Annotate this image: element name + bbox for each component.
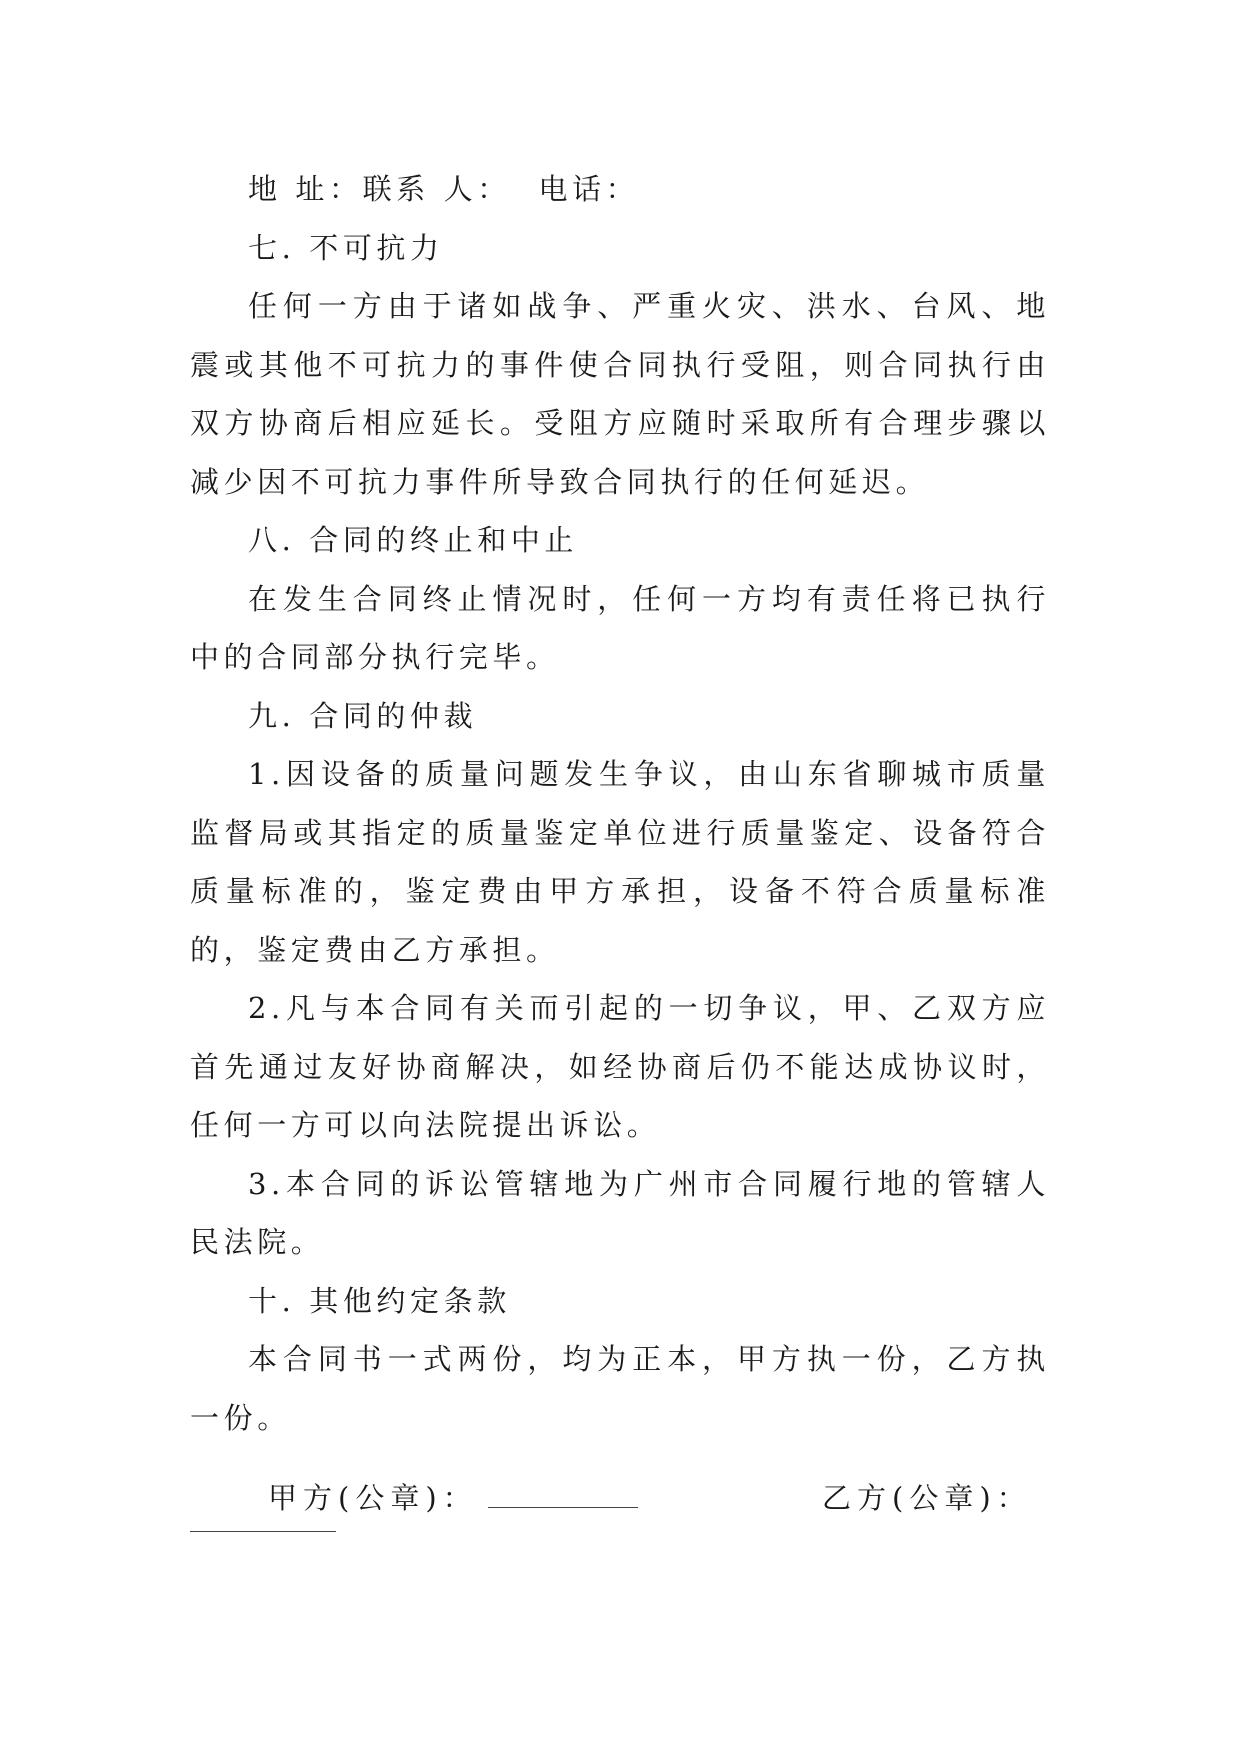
- section-heading-force-majeure: 七. 不可抗力: [248, 230, 444, 265]
- other-terms-paragraph: 本合同书一式两份，均为正本，甲方执一份，乙方执一份。: [190, 1342, 1050, 1435]
- contract-body: [190, 160, 1050, 1547]
- force-majeure-paragraph: 任何一方由于诸如战争、严重火灾、洪水、台风、地震或其他不可抗力的事件使合同执行受阻，则合同执行由双方协商后相应延长。受阻方应随时采取所有合理步骤以减少因不可抗力事件所导致合同执行的任何延迟。: [190, 289, 1050, 499]
- party-a-signature: [268, 1469, 638, 1528]
- arbitration-clause-1: 1.因设备的质量问题发生争议，由山东省聊城市质量监督局或其指定的质量鉴定单位进行质量鉴定、设备符合质量标准的，鉴定费由甲方承担，设备不符合质量标准的，鉴定费由乙方承担。: [190, 757, 1050, 967]
- party-a-label: 甲方(公章)：: [268, 1481, 478, 1515]
- signature-row: [190, 1447, 1050, 1547]
- party-b-signature-line: [190, 1531, 336, 1532]
- arbitration-clause-2: 2.凡与本合同有关而引起的一切争议，甲、乙双方应首先通过友好协商解决，如经协商后仍不能达成协议时，任何一方可以向法院提出诉讼。: [190, 991, 1050, 1142]
- party-a-signature-line: [488, 1481, 638, 1508]
- arbitration-clause-3: 3.本合同的诉讼管辖地为广州市合同履行地的管辖人民法院。: [190, 1166, 1050, 1259]
- section-heading-arbitration: 九. 合同的仲裁: [248, 698, 478, 733]
- party-b-label: 乙方(公章)：: [822, 1481, 1032, 1515]
- contact-line: 地 址：联系 人： 电话：: [248, 172, 640, 206]
- section-heading-termination: 八. 合同的终止和中止: [248, 523, 579, 557]
- termination-paragraph: 在发生合同终止情况时，任何一方均有责任将已执行中的合同部分执行完毕。: [190, 581, 1050, 674]
- party-b-signature: [822, 1469, 1032, 1528]
- section-heading-other-terms: 十. 其他约定条款: [248, 1283, 511, 1318]
